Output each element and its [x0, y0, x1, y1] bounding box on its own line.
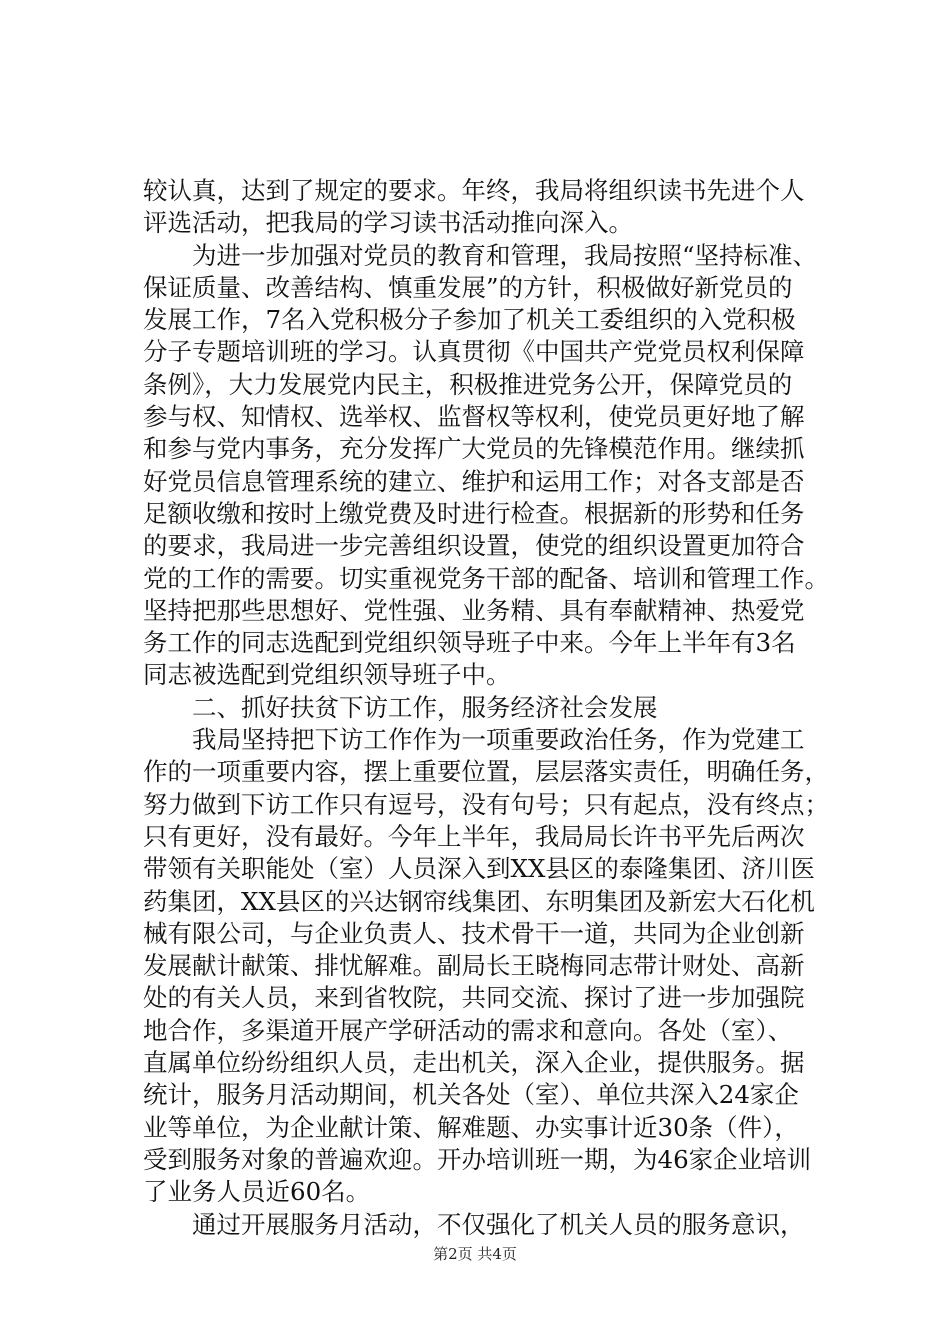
- text-line: 药集团，XX县区的兴达钢帘线集团、东明集团及新宏大石化机: [143, 886, 815, 916]
- text-line: 党的工作的需要。切实重视党务干部的配备、培训和管理工作。: [143, 563, 829, 593]
- text-line: 分子专题培训班的学习。认真贯彻《中国共产党党员权利保障: [143, 337, 805, 367]
- text-line: 评选活动，把我局的学习读书活动推向深入。: [143, 208, 633, 238]
- page-footer: [0, 1244, 950, 1264]
- text-line: 参与权、知情权、选举权、监督权等权利，使党员更好地了解: [143, 402, 805, 432]
- text-line: 同志被选配到党组织领导班子中。: [143, 660, 511, 690]
- text-line: 坚持把那些思想好、党性强、业务精、具有奉献精神、热爱党: [143, 595, 805, 625]
- text-line: 发展献计献策、排忧解难。副局长王晓梅同志带计财处、高新: [143, 951, 805, 981]
- section-heading: 二、抓好扶贫下访工作，服务经济社会发展: [192, 692, 658, 722]
- text-line: 足额收缴和按时上缴党费及时进行检查。根据新的形势和任务: [143, 498, 805, 528]
- text-line: 受到服务对象的普遍欢迎。开办培训班一期，为46家企业培训: [143, 1144, 812, 1174]
- text-line: 努力做到下访工作只有逗号，没有句号；只有起点，没有终点；: [143, 789, 829, 819]
- text-line: 械有限公司，与企业负责人、技术骨干一道，共同为企业创新: [143, 918, 805, 948]
- text-line: 带领有关职能处（室）人员深入到XX县区的泰隆集团、济川医: [143, 854, 815, 884]
- text-line: 作的一项重要内容，摆上重要位置，层层落实责任，明确任务，: [143, 757, 829, 787]
- text-line: 直属单位纷纷组织人员，走出机关，深入企业，提供服务。据: [143, 1048, 805, 1078]
- text-line: 业等单位，为企业献计策、解难题、办实事计近30条（件），: [143, 1112, 799, 1142]
- paragraph-start-line: 我局坚持把下访工作作为一项重要政治任务，作为党建工: [192, 725, 805, 755]
- text-line: 发展工作，7名入党积极分子参加了机关工委组织的入党积极: [143, 305, 796, 335]
- text-line: 处的有关人员，来到省牧院，共同交流、探讨了进一步加强院: [143, 983, 805, 1013]
- text-line: 地合作，多渠道开展产学研活动的需求和意向。各处（室）、: [143, 1015, 793, 1045]
- text-line: 较认真，达到了规定的要求。年终，我局将组织读书先进个人: [143, 176, 805, 205]
- text-line: 好党员信息管理系统的建立、维护和运用工作；对各支部是否: [143, 466, 805, 496]
- text-line: 只有更好，没有最好。今年上半年，我局局长许书平先后两次: [143, 821, 805, 851]
- text-line: 务工作的同志选配到党组织领导班子中来。今年上半年有3名: [143, 628, 796, 658]
- text-line: 统计，服务月活动期间，机关各处（室）、单位共深入24家企: [143, 1080, 799, 1110]
- body-text: [143, 175, 843, 1241]
- text-line: 的要求，我局进一步完善组织设置，使党的组织设置更加符合: [143, 531, 805, 561]
- paragraph-start-line: 为进一步加强对党员的教育和管理，我局按照“坚持标准、: [192, 240, 818, 270]
- page-number-label: 第2页 共4页: [433, 1245, 517, 1263]
- text-line: 了业务人员近60名。: [143, 1177, 371, 1207]
- text-line: 条例》，大力发展党内民主，积极推进党务公开，保障党员的: [143, 369, 793, 399]
- paragraph-start-line: 通过开展服务月活动，不仅强化了机关人员的服务意识，: [192, 1209, 805, 1239]
- text-line: 保证质量、改善结构、慎重发展”的方针，积极做好新党员的: [143, 272, 793, 302]
- text-line: 和参与党内事务，充分发挥广大党员的先锋模范作用。继续抓: [143, 434, 805, 464]
